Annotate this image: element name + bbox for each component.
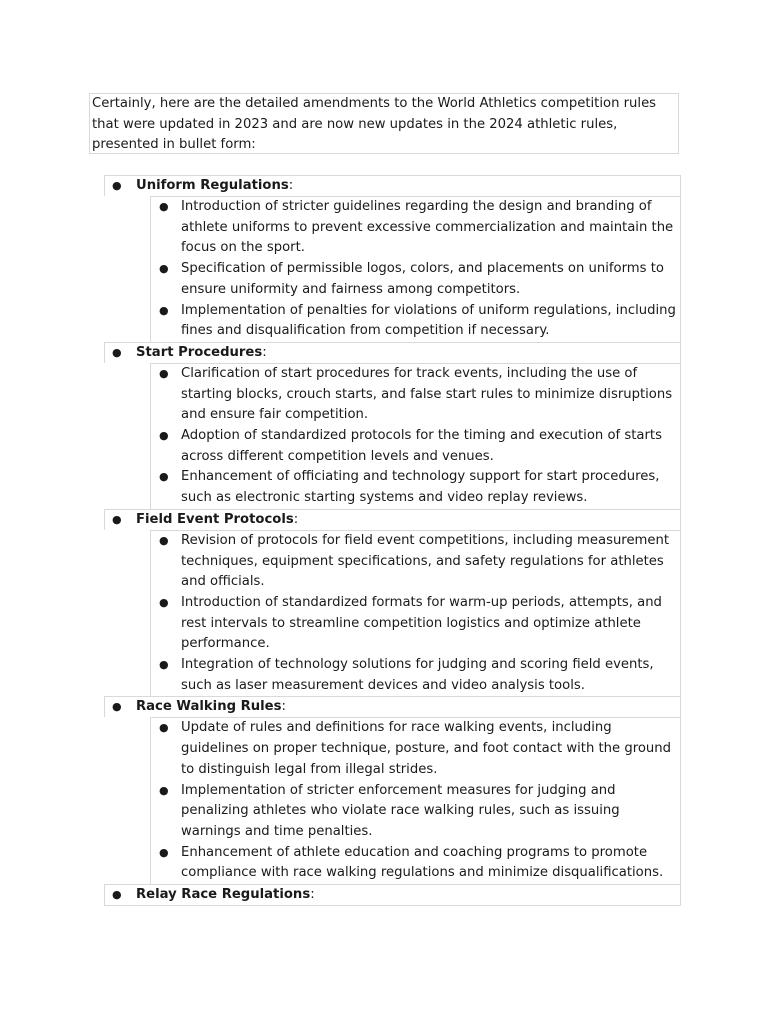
bullet-icon: ● <box>159 783 169 797</box>
section-title: Race Walking Rules: <box>136 699 286 715</box>
section-title-text: Field Event Protocols <box>136 511 294 527</box>
list-item-text: Integration of technology solutions for judging and scoring field events, such as laser measurement devices and video analysis tools. <box>181 657 654 693</box>
list-item-text: Enhancement of athlete education and coaching programs to promote compliance with race walking regulations and minimize disqualifications. <box>181 844 664 881</box>
section-title: Relay Race Regulations: <box>136 887 315 903</box>
bullet-icon: ● <box>112 888 122 902</box>
list-item-text: Update of rules and definitions for race walking events, including guidelines on proper technique, posture, and foot contact with the ground to distinguish legal from illegal strides. <box>181 720 671 777</box>
section-heading <box>104 342 681 363</box>
bullet-icon: ● <box>159 658 169 672</box>
bullet-icon: ● <box>159 470 169 484</box>
list-item-text: Revision of protocols for field event competitions, including measurement techniques, equipment specifications, and safety regulations for athletes and officials. <box>181 532 670 590</box>
section-title-text: Uniform Regulations <box>136 178 289 193</box>
intro-text: Certainly, here are the detailed amendments to the World Athletics competition rules that were updated in 2023 and are now new updates in the 2024 athletic rules, presented in bullet form: <box>92 96 657 153</box>
section-heading <box>104 509 681 530</box>
bullet-icon: ● <box>112 179 122 192</box>
amendments-list <box>104 175 681 906</box>
list-item <box>151 593 680 655</box>
section-heading <box>104 175 681 196</box>
bullet-icon: ● <box>159 721 169 735</box>
section-title: Uniform Regulations: <box>136 178 294 193</box>
section-title: Field Event Protocols: <box>136 511 299 527</box>
section-heading <box>104 884 681 905</box>
list-item-text: Introduction of standardized formats for warm-up periods, attempts, and rest intervals to streamline competition logistics and optimize athlete performance. <box>181 594 662 652</box>
section-title: Start Procedures: <box>136 344 267 360</box>
section-items <box>150 363 681 509</box>
list-item <box>151 426 680 467</box>
list-item-text: Implementation of penalties for violations of uniform regulations, including fines and disqualification from competition if necessary. <box>181 302 676 339</box>
list-item <box>151 655 680 696</box>
bullet-icon: ● <box>159 200 169 213</box>
list-item <box>151 467 680 508</box>
list-item <box>151 197 680 259</box>
bullet-icon: ● <box>159 262 169 276</box>
list-item <box>151 843 680 884</box>
bullet-icon: ● <box>112 512 122 526</box>
bullet-icon: ● <box>159 303 169 317</box>
list-item-text: Adoption of standardized protocols for the timing and execution of starts across different competition levels and venues. <box>181 428 662 464</box>
bullet-icon: ● <box>159 429 169 443</box>
list-item <box>151 259 680 300</box>
section-title-text: Start Procedures <box>136 344 263 360</box>
bullet-icon: ● <box>112 700 122 714</box>
bullet-icon: ● <box>112 345 122 359</box>
section-title-text: Relay Race Regulations <box>136 887 311 903</box>
list-item-text: Introduction of stricter guidelines regarding the design and branding of athlete uniforms to prevent excessive commercialization and maintain the focus on the sport. <box>181 199 674 256</box>
list-item-text: Specification of permissible logos, colors, and placements on uniforms to ensure uniformity and fairness among competitors. <box>181 261 664 297</box>
list-item <box>151 531 680 593</box>
bullet-icon: ● <box>159 366 169 380</box>
bullet-icon: ● <box>159 533 169 547</box>
bullet-icon: ● <box>159 595 169 609</box>
intro-paragraph <box>89 93 679 154</box>
section-heading <box>104 696 681 717</box>
section-items <box>150 530 681 697</box>
list-item <box>151 301 680 342</box>
list-item-text: Clarification of start procedures for track events, including the use of starting blocks, crouch starts, and false start rules to minimize disruptions and ensure fair competition. <box>181 365 673 423</box>
list-item-text: Enhancement of officiating and technology support for start procedures, such as electronic starting systems and video replay reviews. <box>181 469 660 506</box>
bullet-icon: ● <box>159 845 169 859</box>
section-title-text: Race Walking Rules <box>136 699 282 715</box>
list-item <box>151 718 680 780</box>
list-item-text: Implementation of stricter enforcement measures for judging and penalizing athletes who violate race walking rules, such as issuing warnings and time penalties. <box>181 782 620 839</box>
list-item <box>151 781 680 843</box>
list-item <box>151 364 680 426</box>
section-items <box>150 717 681 884</box>
section-items <box>150 196 681 342</box>
